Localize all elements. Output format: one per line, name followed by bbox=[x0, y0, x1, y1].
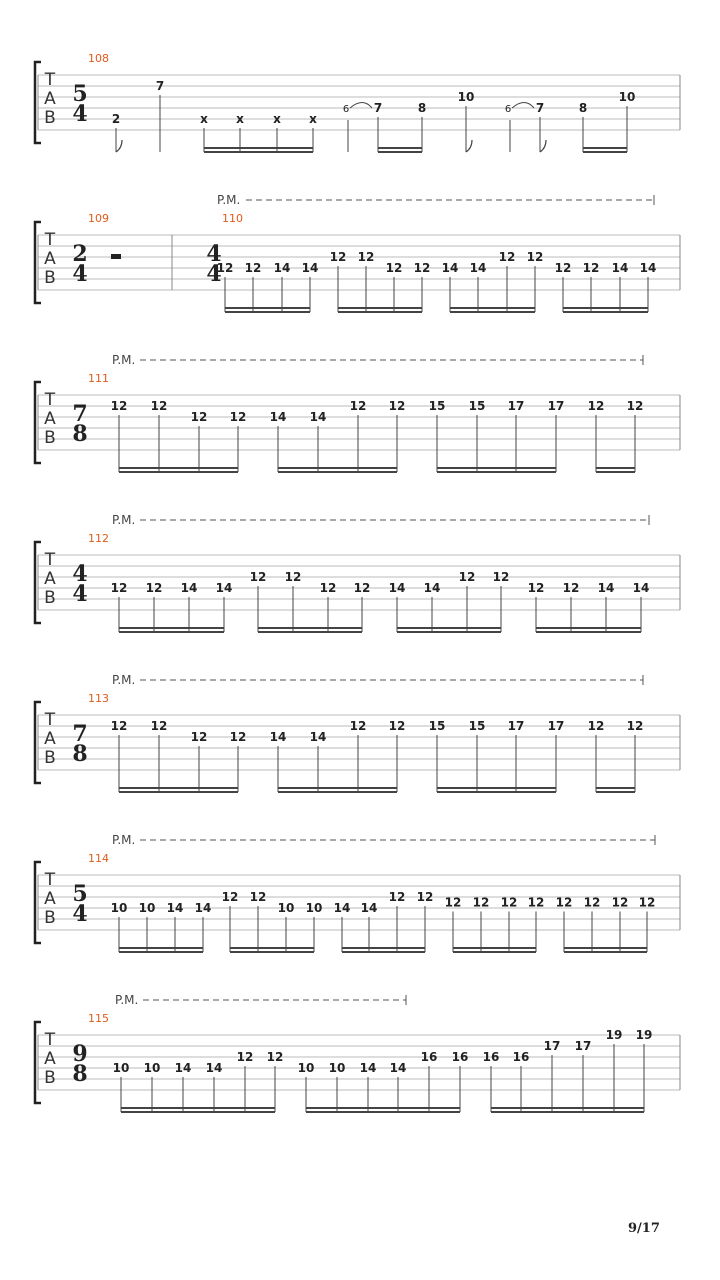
measure-number: 110 bbox=[222, 212, 243, 225]
fret-number: 12 bbox=[527, 581, 545, 595]
tab-clef-letter: A bbox=[44, 569, 56, 589]
fret-number: 14 bbox=[597, 581, 615, 595]
tab-clef-letter: A bbox=[44, 889, 56, 909]
fret-number: 12 bbox=[229, 730, 247, 744]
half-rest bbox=[111, 254, 121, 259]
fret-number: 17 bbox=[547, 719, 565, 733]
fret-number: 12 bbox=[145, 581, 163, 595]
fret-number: 12 bbox=[190, 410, 208, 424]
tab-clef-letter: B bbox=[44, 428, 56, 448]
fret-number: 14 bbox=[632, 581, 650, 595]
fret-number: 12 bbox=[626, 719, 644, 733]
fret-number: 12 bbox=[266, 1050, 284, 1064]
tab-clef-letter: T bbox=[44, 1030, 56, 1050]
tab-system-5 bbox=[35, 675, 680, 792]
fret-number: 14 bbox=[273, 261, 291, 275]
fret-number: 16 bbox=[482, 1050, 500, 1064]
tab-clef-letter: B bbox=[44, 908, 56, 928]
fret-number: 14 bbox=[441, 261, 459, 275]
tab-clef-letter: T bbox=[44, 390, 56, 410]
fret-number: 12 bbox=[319, 581, 337, 595]
fret-number: x bbox=[273, 112, 281, 126]
tab-system-4 bbox=[35, 515, 680, 632]
page-number: 9/17 bbox=[628, 1221, 660, 1236]
fret-number: 12 bbox=[611, 895, 629, 910]
fret-number: 14 bbox=[423, 581, 441, 595]
fret-number: 14 bbox=[333, 901, 351, 915]
fret-number: 14 bbox=[269, 410, 287, 424]
tab-clef-letter: B bbox=[44, 588, 56, 608]
fret-number: 12 bbox=[388, 719, 406, 733]
tab-clef-letter: T bbox=[44, 710, 56, 730]
fret-number: 14 bbox=[389, 1061, 407, 1075]
fret-number: 12 bbox=[385, 261, 403, 275]
fret-number: 10 bbox=[277, 901, 295, 915]
fret-number: 12 bbox=[492, 570, 510, 584]
time-signature-denominator: 8 bbox=[72, 741, 88, 767]
fret-number: 14 bbox=[215, 581, 233, 595]
time-signature-numerator: 7 bbox=[72, 401, 88, 427]
time-signature-denominator: 4 bbox=[206, 261, 222, 287]
fret-number: 15 bbox=[468, 719, 486, 733]
fret-number: 12 bbox=[472, 895, 490, 910]
fret-number: 12 bbox=[357, 250, 375, 264]
fret-number: 12 bbox=[638, 895, 656, 910]
fret-number: 12 bbox=[444, 895, 462, 910]
time-signature-numerator: 5 bbox=[72, 81, 88, 107]
fret-number: 2 bbox=[111, 112, 121, 126]
tab-clef-letter: A bbox=[44, 729, 56, 749]
time-signature-denominator: 4 bbox=[72, 261, 88, 287]
tab-clef-letter: T bbox=[44, 870, 56, 890]
fret-number: 10 bbox=[297, 1061, 315, 1075]
fret-number: 12 bbox=[216, 261, 234, 275]
grace-note-fret: 6 bbox=[342, 104, 350, 115]
fret-number: 12 bbox=[527, 895, 545, 910]
fret-number: 14 bbox=[360, 901, 378, 915]
palm-mute-label: P.M. bbox=[115, 993, 139, 1007]
fret-number: 15 bbox=[468, 399, 486, 413]
fret-number: 10 bbox=[618, 90, 636, 104]
measure-number: 112 bbox=[88, 532, 109, 545]
tab-clef-letter: A bbox=[44, 89, 56, 109]
fret-number: 10 bbox=[305, 901, 323, 915]
fret-number: 12 bbox=[626, 399, 644, 413]
fret-number: 12 bbox=[587, 719, 605, 733]
fret-number: 10 bbox=[138, 901, 156, 915]
fret-number: 17 bbox=[543, 1039, 561, 1053]
fret-number: 10 bbox=[112, 1061, 130, 1075]
time-signature-denominator: 4 bbox=[72, 581, 88, 607]
fret-number: 15 bbox=[428, 399, 446, 413]
measure-number: 111 bbox=[88, 372, 109, 385]
tab-clef-letter: B bbox=[44, 1068, 56, 1088]
fret-number: 7 bbox=[155, 79, 165, 93]
palm-mute-label: P.M. bbox=[112, 833, 136, 847]
fret-number: 12 bbox=[583, 895, 601, 910]
grace-note-fret: 6 bbox=[504, 104, 512, 115]
fret-number: 14 bbox=[639, 261, 657, 275]
tab-clef-letter: A bbox=[44, 1049, 56, 1069]
fret-number: 12 bbox=[110, 719, 128, 733]
palm-mute-label: P.M. bbox=[112, 673, 136, 687]
fret-number: x bbox=[200, 112, 208, 126]
fret-number: 10 bbox=[143, 1061, 161, 1075]
fret-number: 12 bbox=[554, 261, 572, 275]
fret-number: 7 bbox=[535, 101, 545, 115]
palm-mute-label: P.M. bbox=[217, 193, 241, 207]
fret-number: 12 bbox=[236, 1050, 254, 1064]
fret-number: 12 bbox=[413, 261, 431, 275]
fret-number: 12 bbox=[388, 399, 406, 413]
fret-number: 16 bbox=[451, 1050, 469, 1064]
fret-number: 12 bbox=[110, 399, 128, 413]
fret-number: 12 bbox=[284, 570, 302, 584]
grace-slur bbox=[350, 103, 372, 109]
fret-number: 14 bbox=[611, 261, 629, 275]
fret-number: 12 bbox=[110, 581, 128, 595]
fret-number: x bbox=[309, 112, 317, 126]
note-flag bbox=[466, 140, 472, 152]
time-signature-numerator: 9 bbox=[72, 1041, 88, 1067]
fret-number: 14 bbox=[388, 581, 406, 595]
tab-clef-letter: T bbox=[44, 70, 56, 90]
fret-number: 10 bbox=[328, 1061, 346, 1075]
time-signature-numerator: 4 bbox=[206, 241, 222, 267]
tab-system-6 bbox=[35, 835, 680, 952]
fret-number: 16 bbox=[420, 1050, 438, 1064]
fret-number: x bbox=[236, 112, 244, 126]
fret-number: 14 bbox=[309, 730, 327, 744]
tab-clef-letter: B bbox=[44, 748, 56, 768]
fret-number: 17 bbox=[547, 399, 565, 413]
fret-number: 12 bbox=[150, 719, 168, 733]
note-flag bbox=[540, 140, 546, 152]
fret-number: 7 bbox=[373, 101, 383, 115]
time-signature-numerator: 7 bbox=[72, 721, 88, 747]
fret-number: 12 bbox=[221, 890, 239, 904]
time-signature-denominator: 8 bbox=[72, 421, 88, 447]
fret-number: 14 bbox=[166, 901, 184, 915]
measure-number: 109 bbox=[88, 212, 109, 225]
fret-number: 14 bbox=[180, 581, 198, 595]
fret-number: 14 bbox=[301, 261, 319, 275]
fret-number: 12 bbox=[416, 890, 434, 904]
tab-clef-letter: B bbox=[44, 108, 56, 128]
fret-number: 8 bbox=[578, 101, 588, 115]
fret-number: 17 bbox=[507, 399, 525, 413]
fret-number: 12 bbox=[249, 890, 267, 904]
tab-clef-letter: A bbox=[44, 409, 56, 429]
measure-number: 115 bbox=[88, 1012, 109, 1025]
fret-number: 12 bbox=[229, 410, 247, 424]
tab-clef-letter: T bbox=[44, 230, 56, 250]
grace-slur bbox=[512, 103, 534, 109]
fret-number: 14 bbox=[309, 410, 327, 424]
fret-number: 12 bbox=[555, 895, 573, 910]
fret-number: 12 bbox=[562, 581, 580, 595]
fret-number: 12 bbox=[388, 890, 406, 904]
time-signature-numerator: 4 bbox=[72, 561, 88, 587]
fret-number: 12 bbox=[190, 730, 208, 744]
fret-number: 12 bbox=[526, 250, 544, 264]
fret-number: 19 bbox=[605, 1028, 623, 1042]
tab-system-7 bbox=[35, 995, 680, 1112]
fret-number: 12 bbox=[458, 570, 476, 584]
fret-number: 10 bbox=[110, 901, 128, 915]
tab-clef-letter: A bbox=[44, 249, 56, 269]
fret-number: 14 bbox=[269, 730, 287, 744]
fret-number: 12 bbox=[500, 895, 518, 910]
fret-number: 12 bbox=[582, 261, 600, 275]
palm-mute-label: P.M. bbox=[112, 353, 136, 367]
measure-number: 114 bbox=[88, 852, 109, 865]
fret-number: 12 bbox=[587, 399, 605, 413]
fret-number: 8 bbox=[417, 101, 427, 115]
note-flag bbox=[116, 140, 122, 152]
fret-number: 12 bbox=[349, 719, 367, 733]
fret-number: 12 bbox=[349, 399, 367, 413]
measure-number: 113 bbox=[88, 692, 109, 705]
time-signature-denominator: 4 bbox=[72, 101, 88, 127]
tab-system-3 bbox=[35, 355, 680, 472]
fret-number: 12 bbox=[244, 261, 262, 275]
fret-number: 12 bbox=[353, 581, 371, 595]
fret-number: 12 bbox=[150, 399, 168, 413]
tab-clef-letter: T bbox=[44, 550, 56, 570]
fret-number: 16 bbox=[512, 1050, 530, 1064]
time-signature-denominator: 8 bbox=[72, 1061, 88, 1087]
fret-number: 19 bbox=[635, 1028, 653, 1042]
time-signature-numerator: 2 bbox=[72, 241, 88, 267]
palm-mute-label: P.M. bbox=[112, 513, 136, 527]
fret-number: 10 bbox=[457, 90, 475, 104]
time-signature-denominator: 4 bbox=[72, 901, 88, 927]
fret-number: 12 bbox=[249, 570, 267, 584]
fret-number: 12 bbox=[329, 250, 347, 264]
fret-number: 14 bbox=[205, 1061, 223, 1075]
measure-number: 108 bbox=[88, 52, 109, 65]
fret-number: 14 bbox=[194, 901, 212, 915]
fret-number: 14 bbox=[174, 1061, 192, 1075]
fret-number: 14 bbox=[469, 261, 487, 275]
fret-number: 15 bbox=[428, 719, 446, 733]
fret-number: 14 bbox=[359, 1061, 377, 1075]
time-signature-numerator: 5 bbox=[72, 881, 88, 907]
tab-clef-letter: B bbox=[44, 268, 56, 288]
fret-number: 17 bbox=[507, 719, 525, 733]
fret-number: 12 bbox=[498, 250, 516, 264]
fret-number: 17 bbox=[574, 1039, 592, 1053]
